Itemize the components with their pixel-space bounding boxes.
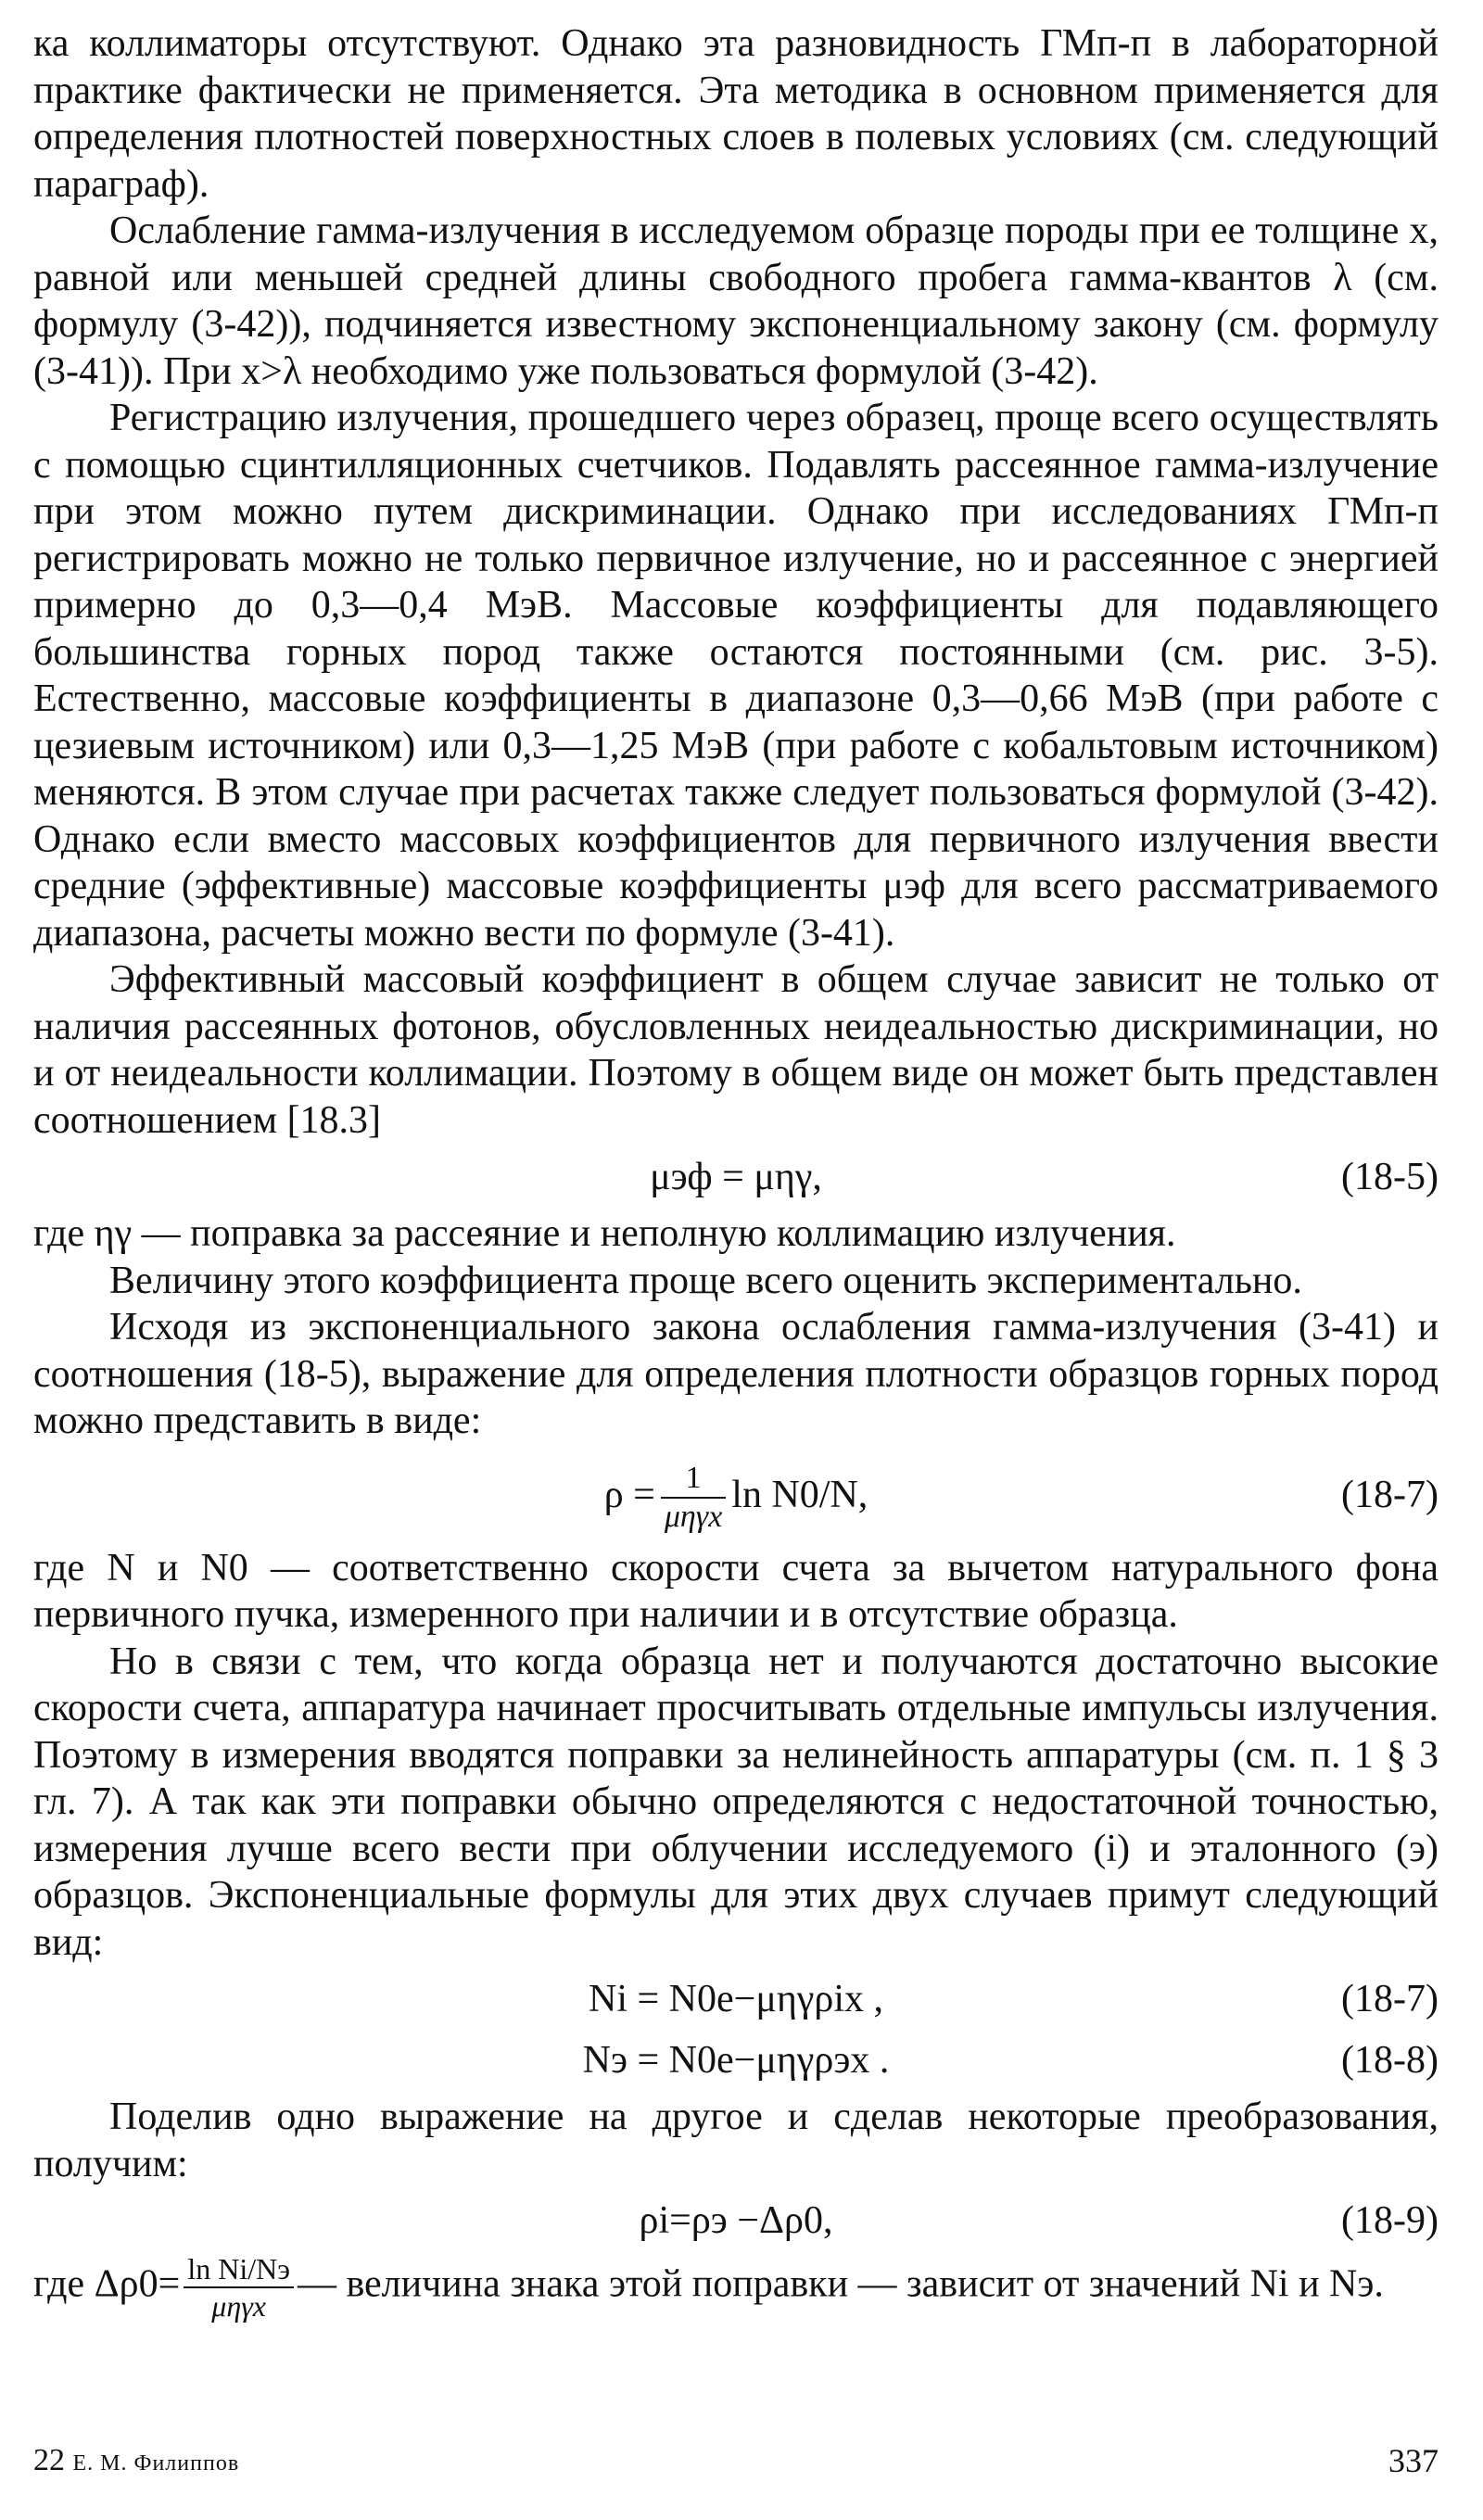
paragraph-1: ка коллиматоры отсутствуют. Однако эта разновидность ГМп-п в лабораторной практике фактически не применяется. Эта методика в основном применяется для определения плотностей поверхностных слоев в полевых условиях (см. следующий параграф). bbox=[33, 22, 1439, 206]
page-number: 337 bbox=[1388, 2442, 1439, 2479]
signature-number: 22 bbox=[33, 2443, 65, 2477]
printer-signature bbox=[33, 2438, 239, 2487]
equation-rhs: ln N0/N, bbox=[731, 1473, 868, 1516]
equation-ne bbox=[33, 2032, 1439, 2088]
paragraph-9: Но в связи с тем, что когда образца нет и получаются достаточно высокие скорости счета, аппаратура начинает просчитывать отдельные импульсы излучения. Поэтому в измерения вводятся поправки за нелинейность аппаратуры (см. п. 1 § 3 гл. 7). А так как эти поправки обычно определяются с недостаточной точностью, измерения лучше всего вести при облучении исследуемого (i) и эталонного (э) образцов. Экспоненциальные формулы для этих двух случаев примут следующий вид: bbox=[33, 1640, 1439, 1964]
inline-fraction-numerator: ln Ni/Nэ bbox=[184, 2254, 294, 2288]
equation-lhs: ρ = bbox=[603, 1473, 655, 1516]
fraction bbox=[661, 1460, 726, 1534]
equation-number: (18-5) bbox=[1341, 1156, 1439, 1198]
equation-formula: μэф = μηγ, bbox=[650, 1156, 822, 1198]
signature-author: Е. М. Филиппов bbox=[72, 2451, 240, 2476]
paragraph-11 bbox=[33, 2254, 1439, 2321]
equation-number: (18-9) bbox=[1341, 2199, 1439, 2242]
paragraph-11-lead: где Δρ0= bbox=[33, 2262, 181, 2306]
paragraph-10: Поделив одно выражение на другое и сделав некоторые преобразования, получим: bbox=[33, 2096, 1439, 2185]
equation-formula bbox=[33, 1450, 1439, 1539]
paragraph-3: Регистрацию излучения, прошедшего через образец, проще всего осуществлять с помощью сцинтилляционных счетчиков. Подавлять рассеянное гамма-излучение при этом можно путем дискриминации. Однако при исследованиях ГМп-п регистрировать можно не только первичное излучение, но и рассеянное с энергией примерно до 0,3—0,4 МэВ. Массовые коэффициенты для подавляющего большинства горных пород также остаются постоянными (см. рис. 3-5). Естественно, массовые коэффициенты в диапазоне 0,3—0,66 МэВ (при работе с цезиевым источником) или 0,3—1,25 МэВ (при работе с кобальтовым источником) меняются. В этом случае при расчетах также следует пользоваться формулой (3-42). Однако если вместо массовых коэффициентов для первичного излучения ввести средние (эффективные) массовые коэффициенты μэф для всего рассматриваемого диапазона, расчеты можно вести по формуле (3-41). bbox=[33, 397, 1439, 955]
paragraph-6: Величину этого коэффициента проще всего оценить экспериментально. bbox=[109, 1259, 1302, 1302]
fraction-numerator: 1 bbox=[661, 1463, 726, 1499]
page-footer bbox=[33, 2438, 1439, 2484]
paragraph-7: Исходя из экспоненциального закона ослабления гамма-излучения (3-41) и соотношения (18-5), выражение для определения плотности образцов горных пород можно представить в виде: bbox=[33, 1306, 1439, 1442]
paragraph-5: где ηγ — поправка за рассеяние и неполную коллимацию излучения. bbox=[33, 1212, 1176, 1255]
equation-number: (18-8) bbox=[1341, 2039, 1439, 2082]
equation-number: (18-7) bbox=[1341, 1978, 1439, 2020]
paragraph-8: где N и N0 — соответственно скорости счета за вычетом натурального фона первичного пучка, измеренного при наличии и в отсутствие образца. bbox=[33, 1546, 1439, 1636]
equation-18-9 bbox=[33, 2193, 1439, 2248]
paragraph-11-tail: — величина знака этой поправки — зависит от значений Ni и Nэ. bbox=[297, 2262, 1384, 2306]
paragraph-4: Эффективный массовый коэффициент в общем случае зависит не только от наличия рассеянных фотонов, обусловленных неидеальностью дискриминации, но и от неидеальности коллимации. Поэтому в общем виде он может быть представлен соотношением [18.3] bbox=[33, 958, 1439, 1142]
equation-formula: Ni = N0e−μηγρix , bbox=[588, 1978, 883, 2020]
equation-ni bbox=[33, 1971, 1439, 2027]
equation-density bbox=[33, 1450, 1439, 1539]
paragraph-2: Ослабление гамма-излучения в исследуемом образце породы при ее толщине x, равной или меньшей средней длины свободного пробега гамма-квантов λ (см. формулу (3-42)), подчиняется известному экспоненциальному закону (см. формулу (3-41)). При x>λ необходимо уже пользоваться формулой (3-42). bbox=[33, 209, 1439, 393]
inline-fraction bbox=[184, 2254, 294, 2321]
equation-number: (18-7) bbox=[1341, 1473, 1439, 1516]
equation-18-5 bbox=[33, 1149, 1439, 1205]
equation-formula: Nэ = N0e−μηγρэx . bbox=[582, 2039, 890, 2082]
inline-fraction-denominator: μηγx bbox=[211, 2289, 266, 2323]
fraction-denominator: μηγx bbox=[664, 1499, 723, 1534]
equation-formula: ρi=ρэ −Δρ0, bbox=[639, 2199, 833, 2242]
